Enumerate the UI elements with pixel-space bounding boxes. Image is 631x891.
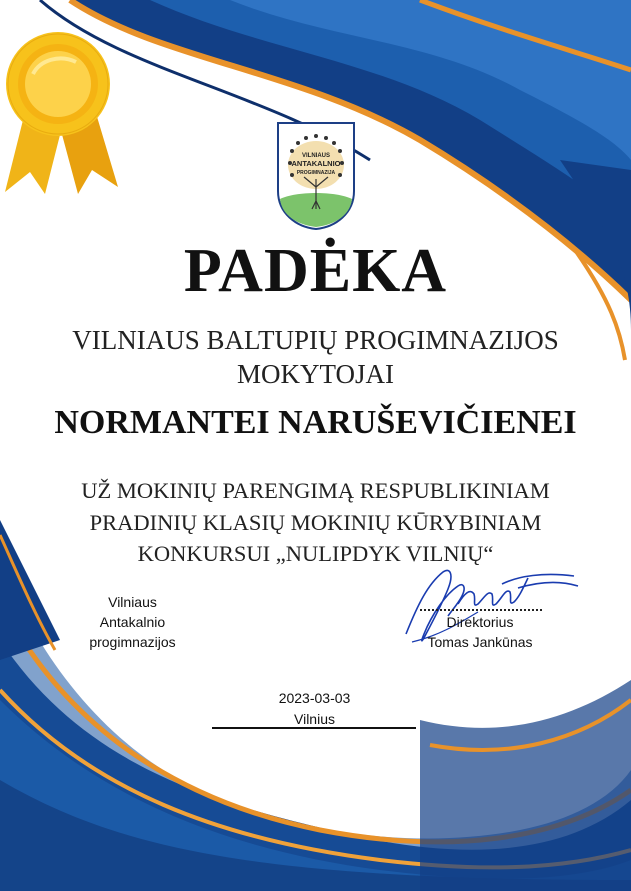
date-underline <box>212 727 416 729</box>
school-emblem <box>276 121 356 231</box>
recipient-name: NORMANTEI NARUŠEVIČIENEI <box>54 404 577 441</box>
reason-line-2: PRADINIŲ KLASIŲ MOKINIŲ KŪRYBINIAM <box>89 509 542 535</box>
emblem-text-mid: ANTAKALNIO <box>291 159 341 168</box>
signatory-block <box>395 612 565 652</box>
issue-place: Vilnius <box>294 711 335 727</box>
emblem-text-bottom: PROGIMNAZIJA <box>296 170 336 176</box>
award-reason <box>40 475 591 570</box>
school-line-1: VILNIAUS BALTUPIŲ PROGIMNAZIJOS <box>72 325 559 355</box>
reason-line-1: UŽ MOKINIŲ PARENGIMĄ RESPUBLIKINIAM <box>81 478 550 503</box>
issue-date: 2023-03-03 <box>278 690 351 706</box>
signatory-name: Tomas Jankūnas <box>427 634 533 650</box>
issuer-block <box>60 592 205 652</box>
certificate-title: PADĖKA <box>183 237 448 305</box>
issuer-line-1: Vilniaus <box>108 594 157 610</box>
issuer-line-2: Antakalnio <box>99 614 166 630</box>
signature-dotted-line <box>420 609 542 611</box>
issuer-line-3: progimnazijos <box>89 634 176 650</box>
date-place-block <box>212 688 417 730</box>
emblem-text-top: VILNIAUS <box>301 153 331 159</box>
award-rosette-icon <box>0 22 120 197</box>
signatory-role: Direktorius <box>446 614 514 630</box>
reason-line-3: KONKURSUI „NULIPDYK VILNIŲ“ <box>137 541 494 566</box>
school-line-2: MOKYTOJAI <box>236 359 394 389</box>
school-name <box>0 323 631 391</box>
